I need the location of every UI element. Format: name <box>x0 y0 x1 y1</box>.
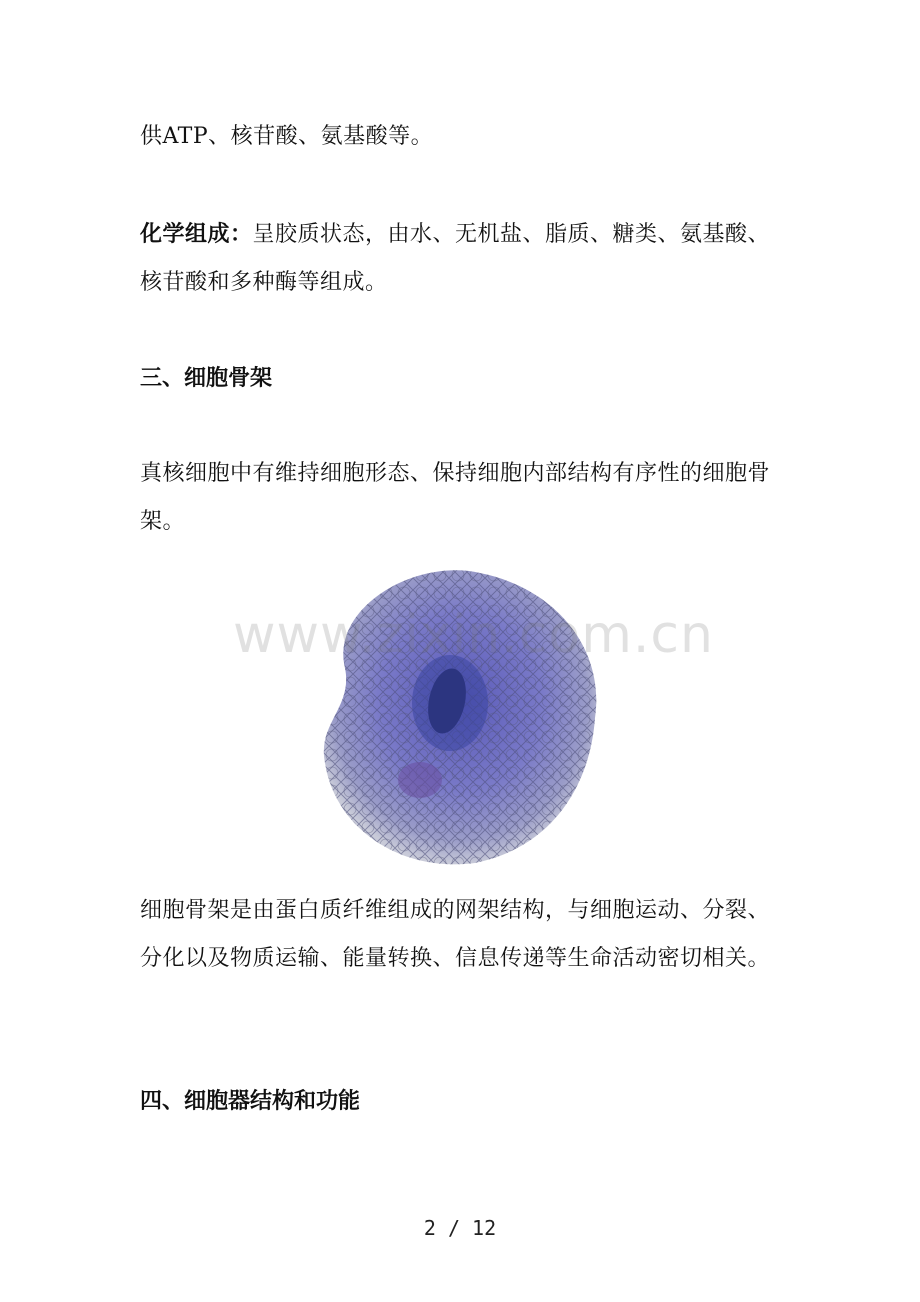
cytoskeleton-figure <box>305 548 615 878</box>
page-total: 12 <box>472 1216 497 1240</box>
paragraph-chemical-composition <box>140 210 788 307</box>
organelle-region <box>398 762 442 798</box>
chemical-composition-text: 呈胶质状态，由水、无机盐、脂质、糖类、氨基酸、核苷酸和多种酶等组成。 <box>140 222 771 295</box>
paragraph-cytoskeleton-function: 细胞骨架是由蛋白质纤维组成的网架结构，与细胞运动、分裂、分化以及物质运输、能量转换、信息传递等生命活动密切相关。 <box>140 898 771 971</box>
cytoskeleton-illustration <box>305 548 615 878</box>
page-current: 2 <box>423 1216 436 1240</box>
paragraph-text: 供ATP、核苷酸、氨基酸等。 <box>140 124 434 149</box>
watermark: www.zixin.com.cn <box>233 605 714 665</box>
section-heading-cytoskeleton: 三、细胞骨架 <box>140 365 273 391</box>
paragraph-continued <box>140 113 788 161</box>
paragraph-cytoskeleton-intro: 真核细胞中有维持细胞形态、保持细胞内部结构有序性的细胞骨架。 <box>140 461 771 534</box>
section-heading-organelles: 四、细胞器结构和功能 <box>140 1088 361 1114</box>
page-number <box>0 1216 920 1240</box>
page-separator: / <box>447 1216 460 1240</box>
chemical-composition-label: 化学组成： <box>140 221 253 247</box>
